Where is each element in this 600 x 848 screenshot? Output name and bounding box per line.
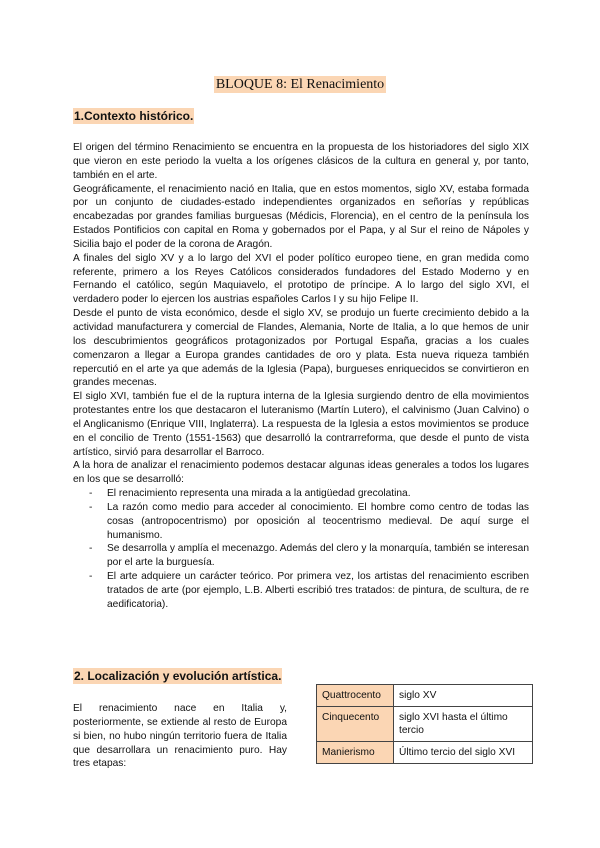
page-title-wrapper: [0, 75, 600, 93]
section2-heading-wrapper: [73, 669, 282, 683]
table-cell-period: Cinquecento: [317, 707, 394, 742]
list-item: - La razón como medio para acceder al conocimiento. El hombre como centro de todas las cosas (antropocentrismo) por oposición al teocentrismo medieval. De aquí surge el humanismo.: [73, 501, 529, 543]
table-cell-period: Quattrocento: [317, 685, 394, 707]
paragraph: A finales del siglo XV y a lo largo del XVI el poder político europeo tiene, en gran medida como referente, primero a los Reyes Católicos considerados fundadores del Estado Moderno y en Fernando el católico, según Maquiavelo, el prototipo de príncipe. A lo largo del siglo XVI, el verdadero poder lo ejercen los austrias españoles Carlos I y su hijo Felipe II.: [73, 252, 529, 306]
ideas-list: [73, 487, 529, 612]
section2-heading: 2. Localización y evolución artística.: [74, 669, 282, 683]
list-item: - El renacimiento representa una mirada a la antigüedad grecolatina.: [73, 487, 529, 501]
table-row: [317, 707, 533, 742]
paragraph: Geográficamente, el renacimiento nació en Italia, que en estos momentos, siglo XV, estaba formada por un conjunto de ciudades-estado independientes organizados en señorías y repúblicas encabezadas por grandes familias burguesas (Médicis, Florencia), en el centro de la península los Estados Pontificios con capital en Roma y gobernados por el Papa, y al Sur el reino de Nápoles y Sicilia bajo el poder de la corona de Aragón.: [73, 183, 529, 250]
paragraph: El siglo XVI, también fue el de la ruptura interna de la Iglesia surgiendo dentro de ella movimientos protestantes entre los que destacaron el luteranismo (Martín Lutero), el calvinismo (Juan Calvino) o el Anglicanismo (Enrique VIII, Inglaterra). La respuesta de la Iglesia a estos movimientos se produce en el concilio de Trento (1551-1563) que desarrolló la contrarreforma, que desde el punto de vista artístico, sirvió para desarrollar el Barroco.: [73, 391, 529, 458]
table-cell-desc: siglo XV: [394, 685, 533, 707]
stages-table: [316, 684, 533, 764]
list-item: - El arte adquiere un carácter teórico. Por primera vez, los artistas del renacimiento escriben tratados de arte (por ejemplo, L.B. Alberti escribió tres tratados: de pintura, de scultura, de re aedificatoria).: [73, 570, 529, 612]
list-item: - Se desarrolla y amplía el mecenazgo. Además del clero y la monarquía, también se interesan por el arte la burguesía.: [73, 542, 529, 570]
table-cell-desc: siglo XVI hasta el último tercio: [394, 707, 533, 742]
section1-heading: 1.Contexto histórico.: [74, 109, 194, 123]
section1-heading-wrapper: [73, 109, 194, 123]
table-cell-desc: Último tercio del siglo XVI: [394, 742, 533, 764]
table-row: [317, 742, 533, 764]
section2-intro: El renacimiento nace en Italia y, posteriormente, se extiende al resto de Europa si bien, no hubo ningún territorio fuera de Italia que desarrollara un renacimiento puro. Hay tres etapas:: [73, 703, 287, 770]
paragraph: A la hora de analizar el renacimiento podemos destacar algunas ideas generales a todos los lugares en los que se desarrolló:: [73, 460, 529, 486]
paragraph: Desde el punto de vista económico, desde el siglo XV, se produjo un fuerte crecimiento debido a la actividad manufacturera y comercial de Flandes, Alemania, Norte de Italia, a lo que hemos de unir los descubrimientos geográficos protagonizados por Portugal España, gracias a los cuales comenzaron a llegar a Europa grandes cantidades de oro y plata. Esta nueva riqueza también repercutió en el arte ya que además de la Iglesia (Papa), burgueses enriquecidos se convirtieron en grandes mecenas.: [73, 308, 529, 389]
page-title: BLOQUE 8: El Renacimiento: [215, 77, 385, 92]
section1-body: [73, 141, 529, 612]
table-row: [317, 685, 533, 707]
table-cell-period: Manierismo: [317, 742, 394, 764]
paragraph: El origen del término Renacimiento se encuentra en la propuesta de los historiadores del siglo XIX que vieron en este periodo la vuelta a los orígenes clásicos de la cultura en general y, por tanto, también en el arte.: [73, 142, 529, 181]
